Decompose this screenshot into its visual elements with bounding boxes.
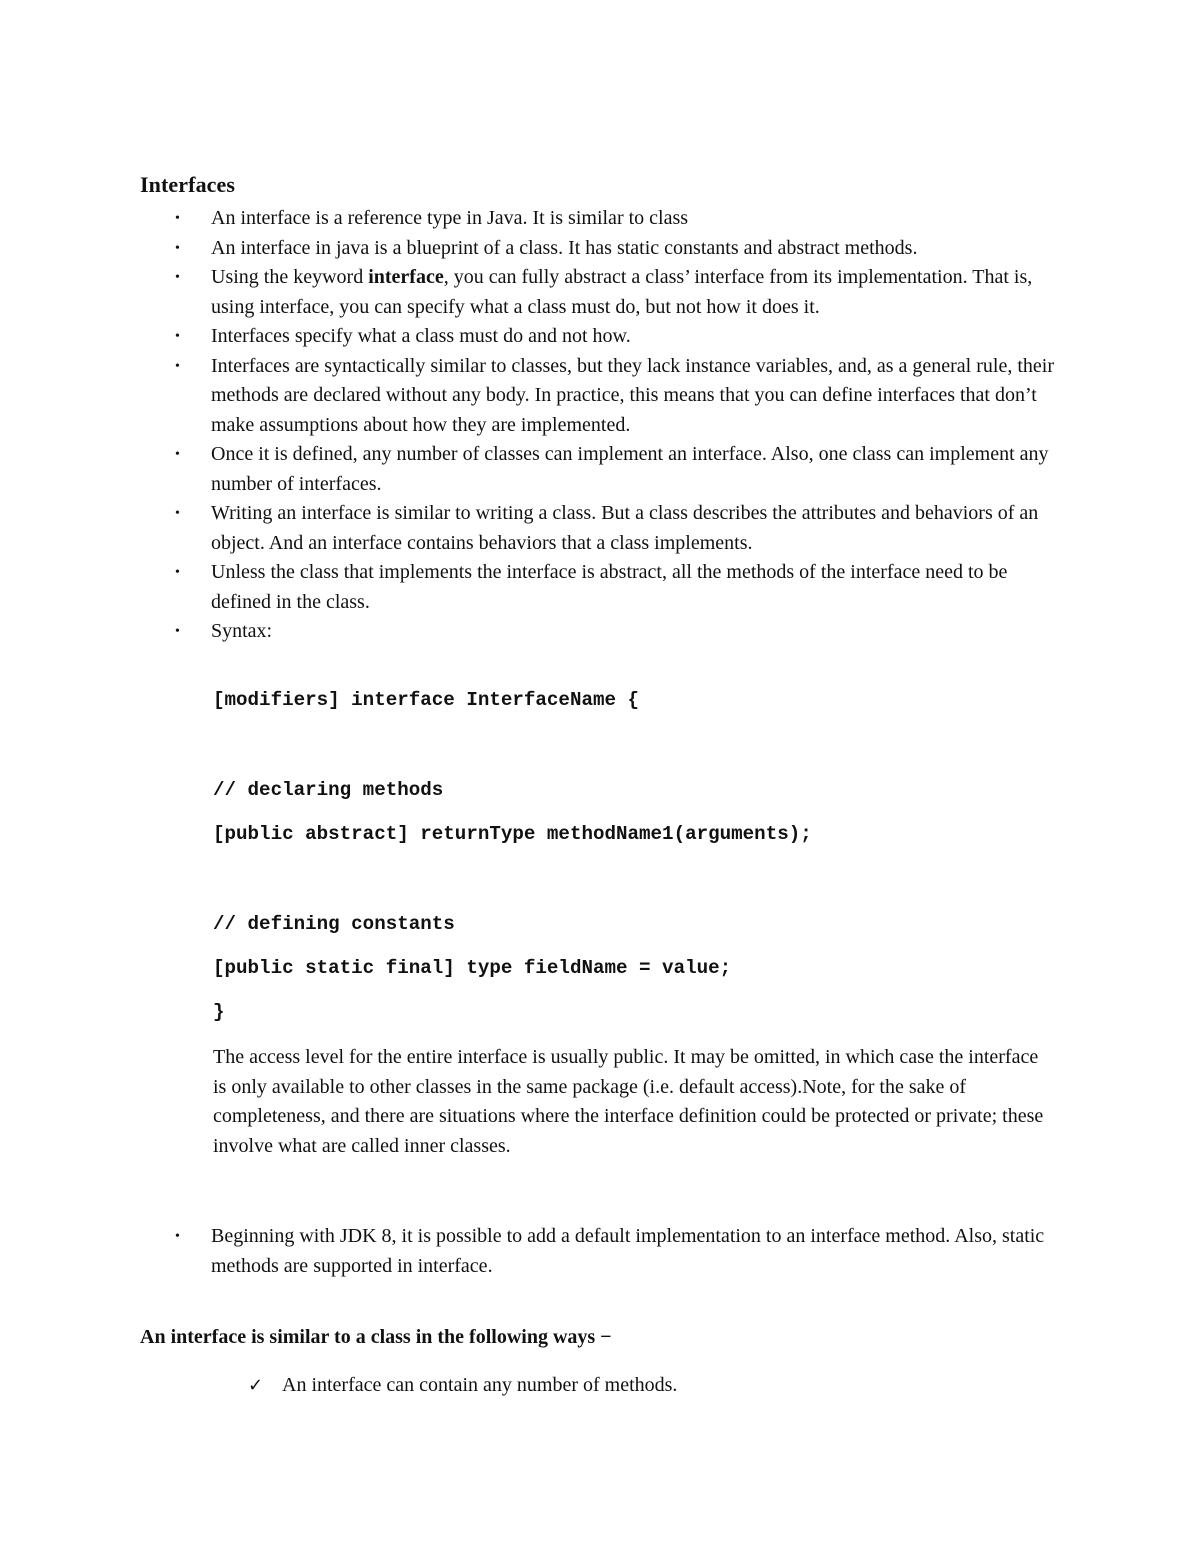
- list-item: [0, 234, 1071, 264]
- list-item-text: Syntax:: [211, 620, 273, 642]
- code-line-declaration: [modifiers] interface InterfaceName {: [213, 689, 640, 711]
- list-item-text: Unless the class that implements the interface is abstract, all the methods of the interface need to be defined in the class.: [211, 561, 1008, 613]
- list-item: [0, 617, 1071, 647]
- list-item-text-after: , you can fully abstract a class’ interface from its implementation. That is, using interface, you can specify what a class must do, but not how it does it.: [211, 266, 1033, 318]
- bullet-icon: •: [175, 447, 180, 462]
- list-item: [0, 204, 1071, 234]
- list-item-text: Writing an interface is similar to writing a class. But a class describes the attributes and behaviors of an object. And an interface contains behaviors that a class implements.: [211, 502, 1039, 554]
- check-list-item: [248, 1371, 677, 1401]
- code-line-method: [public abstract] returnType methodName1(arguments);: [213, 823, 812, 845]
- code-line-comment-methods: // declaring methods: [213, 779, 444, 801]
- list-item: [0, 352, 1071, 441]
- list-item-text-before: Using the keyword: [211, 266, 369, 288]
- bullet-icon: •: [175, 270, 180, 285]
- bullet-icon: •: [175, 506, 180, 521]
- page-title: Interfaces: [140, 172, 236, 197]
- checkmark-icon: ✓: [248, 1375, 264, 1396]
- list-item: [0, 499, 1071, 558]
- interface-bullet-list: [0, 204, 1200, 647]
- list-item: [0, 263, 1071, 322]
- code-line-comment-constants: // defining constants: [213, 913, 455, 935]
- bullet-icon: •: [175, 624, 180, 639]
- bullet-icon: •: [175, 1229, 180, 1244]
- list-item: [0, 558, 1071, 617]
- list-item-text: Interfaces are syntactically similar to classes, but they lack instance variables, and, as a general rule, their methods are declared without any body. In practice, this means that you can define interfaces that don’t make assumptions about how they are implemented.: [211, 354, 1054, 436]
- similarity-heading: An interface is similar to a class in the following ways −: [140, 1326, 612, 1348]
- access-level-paragraph: The access level for the entire interface is usually public. It may be omitted, in which case the interface is only available to other classes in the same package (i.e. default access).Note, for the sake of completeness, and there are situations where the interface definition could be protected or private; these involve what are called inner classes.: [213, 1046, 1044, 1157]
- list-item-text: Interfaces specify what a class must do and not how.: [211, 325, 631, 347]
- list-item: [0, 322, 1071, 352]
- list-item: [0, 440, 1071, 499]
- list-item-text: An interface in java is a blueprint of a class. It has static constants and abstract methods.: [211, 236, 918, 259]
- list-item-text: Once it is defined, any number of classes can implement an interface. Also, one class can implement any number of interfaces.: [211, 443, 1049, 495]
- bullet-icon: •: [175, 329, 180, 344]
- list-item: [0, 1222, 1071, 1281]
- bullet-icon: •: [175, 240, 180, 256]
- bullet-icon: •: [175, 358, 180, 374]
- bullet-icon: •: [175, 211, 180, 226]
- check-list-item-text: An interface can contain any number of methods.: [282, 1374, 678, 1396]
- list-item-text: An interface is a reference type in Java. It is similar to class: [211, 207, 689, 229]
- code-line-constant: [public static final] type fieldName = value;: [213, 957, 732, 979]
- bullet-icon: •: [175, 565, 180, 580]
- jdk8-bullet-list: [0, 1222, 1200, 1281]
- keyword-interface: interface: [368, 266, 444, 288]
- list-item-text: Beginning with JDK 8, it is possible to add a default implementation to an interface method. Also, static methods are supported in interface.: [211, 1225, 1045, 1277]
- code-line-closing-brace: }: [213, 1001, 225, 1023]
